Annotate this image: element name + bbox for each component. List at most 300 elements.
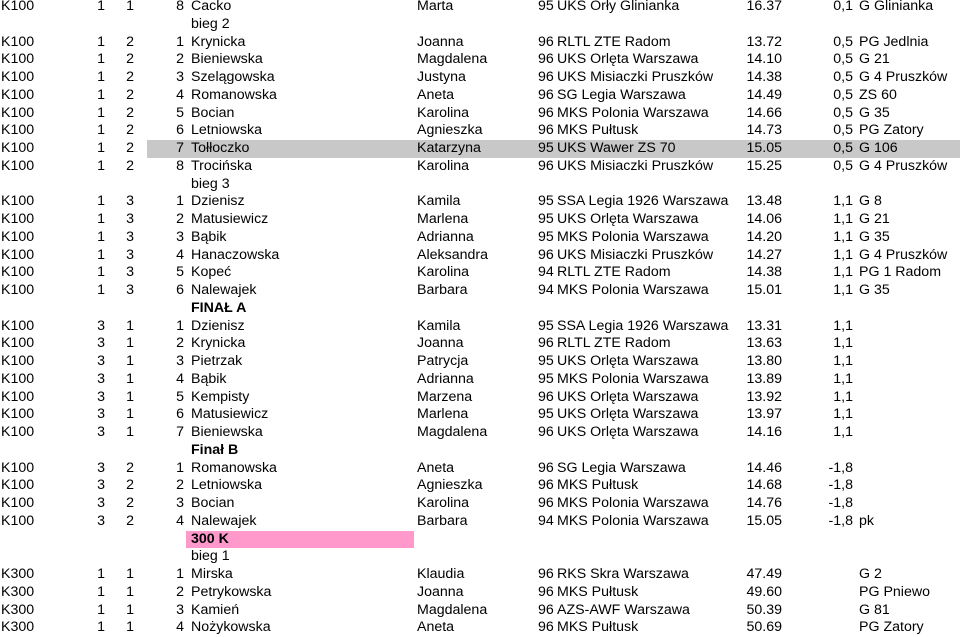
category-cell: K100: [1, 370, 35, 387]
club-cell: UKS Misiaczki Pruszków: [557, 246, 714, 263]
round-cell: 1: [97, 122, 105, 139]
heat-cell: 3: [126, 282, 134, 298]
surname-cell: Nożykowska: [191, 619, 271, 636]
firstname-cell: Joanna: [417, 583, 464, 600]
table-row: [0, 229, 960, 247]
lane-cell: 5: [176, 388, 184, 405]
firstname-cell: Agnieszka: [417, 122, 483, 139]
category-cell: K100: [1, 193, 35, 210]
table-row: [0, 264, 960, 282]
heat-cell: 2: [126, 157, 134, 174]
wind-cell: 0,5: [833, 69, 853, 85]
lane-cell: 2: [176, 477, 184, 494]
note-cell: PG Pniewo: [859, 583, 930, 600]
birth-year-cell: 94: [538, 282, 554, 298]
heat-cell: 2: [126, 477, 134, 494]
wind-cell: 1,1: [833, 282, 853, 298]
note-cell: PG Zatory: [859, 619, 924, 636]
heat-cell: 1: [126, 317, 134, 334]
time-cell: 13.72: [746, 33, 782, 50]
section-title: bieg 3: [191, 175, 230, 192]
surname-cell: Trocińska: [191, 157, 252, 174]
wind-cell: 0,1: [833, 0, 853, 14]
surname-cell: Krynicka: [191, 33, 246, 50]
note-cell: G 21: [859, 51, 890, 68]
round-cell: 3: [97, 459, 105, 476]
surname-cell: Bocian: [191, 495, 235, 511]
birth-year-cell: 96: [538, 51, 554, 68]
table-row: [0, 51, 960, 69]
lane-cell: 4: [176, 619, 184, 636]
round-cell: 3: [97, 335, 105, 352]
birth-year-cell: 95: [538, 370, 554, 387]
category-cell: K100: [1, 317, 35, 334]
time-cell: 14.20: [746, 228, 782, 245]
club-cell: UKS Orlęta Warszawa: [557, 353, 699, 369]
category-cell: K100: [1, 264, 35, 281]
firstname-cell: Aneta: [417, 86, 455, 103]
section-header: [0, 531, 960, 549]
table-row: [0, 158, 960, 176]
heat-cell: 2: [126, 86, 134, 103]
wind-cell: 1,1: [833, 211, 853, 227]
club-cell: MKS Polonia Warszawa: [557, 282, 709, 298]
club-cell: AZS-AWF Warszawa: [557, 601, 690, 618]
note-cell: G 81: [859, 601, 890, 618]
lane-cell: 6: [176, 406, 184, 423]
round-cell: 1: [97, 104, 105, 121]
round-cell: 1: [97, 69, 105, 85]
table-row: [0, 371, 960, 389]
time-cell: 16.37: [746, 0, 782, 14]
category-cell: K100: [1, 104, 35, 121]
surname-cell: Bieniewska: [191, 51, 263, 68]
club-cell: MKS Pułtusk: [557, 583, 639, 600]
table-row: [0, 140, 960, 158]
surname-cell: Romanowska: [191, 86, 277, 103]
firstname-cell: Karolina: [417, 495, 470, 511]
table-row: [0, 566, 960, 584]
lane-cell: 1: [176, 566, 184, 582]
lane-cell: 4: [176, 86, 184, 103]
firstname-cell: Magdalena: [417, 424, 488, 440]
time-cell: 13.92: [746, 388, 782, 405]
club-cell: SSA Legia 1926 Warszawa: [557, 193, 729, 210]
firstname-cell: Karolina: [417, 104, 470, 121]
wind-cell: 1,1: [833, 317, 853, 334]
round-cell: 3: [97, 406, 105, 423]
time-cell: 13.31: [746, 317, 782, 334]
round-cell: 1: [97, 33, 105, 50]
table-row: [0, 477, 960, 495]
lane-cell: 8: [176, 157, 184, 174]
category-cell: K100: [1, 459, 35, 476]
heat-cell: 1: [126, 601, 134, 618]
surname-cell: Pietrzak: [191, 353, 243, 369]
category-cell: K100: [1, 335, 35, 352]
note-cell: G 35: [859, 282, 890, 298]
firstname-cell: Magdalena: [417, 51, 488, 68]
heat-cell: 1: [126, 566, 134, 582]
firstname-cell: Patrycja: [417, 353, 469, 369]
firstname-cell: Katarzyna: [417, 140, 481, 156]
wind-cell: 0,5: [833, 104, 853, 121]
lane-cell: 4: [176, 512, 184, 529]
time-cell: 13.63: [746, 335, 782, 352]
lane-cell: 1: [176, 193, 184, 210]
wind-cell: 1,1: [833, 406, 853, 423]
club-cell: UKS Orlęta Warszawa: [557, 388, 699, 405]
section-header: [0, 548, 960, 566]
lane-cell: 3: [176, 601, 184, 618]
table-row: [0, 389, 960, 407]
surname-cell: Kamień: [191, 601, 240, 618]
surname-cell: Mirska: [191, 566, 233, 582]
heat-cell: 2: [126, 104, 134, 121]
firstname-cell: Magdalena: [417, 601, 488, 618]
surname-cell: Dzienisz: [191, 193, 245, 210]
birth-year-cell: 95: [538, 140, 554, 156]
birth-year-cell: 95: [538, 228, 554, 245]
firstname-cell: Kamila: [417, 193, 461, 210]
heat-cell: 1: [126, 619, 134, 636]
firstname-cell: Kamila: [417, 317, 461, 334]
club-cell: UKS Misiaczki Pruszków: [557, 69, 714, 85]
club-cell: MKS Polonia Warszawa: [557, 370, 709, 387]
lane-cell: 3: [176, 353, 184, 369]
club-cell: UKS Orlęta Warszawa: [557, 51, 699, 68]
time-cell: 47.49: [746, 566, 782, 582]
club-cell: UKS Orlęta Warszawa: [557, 406, 699, 423]
wind-cell: -1,8: [828, 495, 853, 511]
surname-cell: Petrykowska: [191, 583, 272, 600]
section-title: FINAŁ A: [191, 299, 247, 316]
table-row: [0, 0, 960, 16]
wind-cell: 1,1: [833, 424, 853, 440]
round-cell: 1: [97, 601, 105, 618]
lane-cell: 1: [176, 33, 184, 50]
note-cell: G 8: [859, 193, 882, 210]
lane-cell: 5: [176, 104, 184, 121]
surname-cell: Matusiewicz: [191, 211, 269, 227]
time-cell: 14.38: [746, 69, 782, 85]
birth-year-cell: 96: [538, 33, 554, 50]
wind-cell: 1,1: [833, 353, 853, 369]
round-cell: 1: [97, 211, 105, 227]
birth-year-cell: 96: [538, 246, 554, 263]
lane-cell: 2: [176, 583, 184, 600]
club-cell: SG Legia Warszawa: [557, 459, 686, 476]
time-cell: 14.06: [746, 211, 782, 227]
round-cell: 1: [97, 282, 105, 298]
club-cell: MKS Pułtusk: [557, 619, 639, 636]
birth-year-cell: 96: [538, 424, 554, 440]
heat-cell: 1: [126, 388, 134, 405]
firstname-cell: Barbara: [417, 512, 468, 529]
birth-year-cell: 94: [538, 264, 554, 281]
surname-cell: Hanaczowska: [191, 246, 280, 263]
round-cell: 3: [97, 424, 105, 440]
birth-year-cell: 96: [538, 601, 554, 618]
lane-cell: 7: [176, 140, 184, 156]
firstname-cell: Aleksandra: [417, 246, 488, 263]
birth-year-cell: 95: [538, 406, 554, 423]
time-cell: 13.48: [746, 193, 782, 210]
note-cell: PG Zatory: [859, 122, 924, 139]
category-cell: K100: [1, 246, 35, 263]
note-cell: G Glinianka: [859, 0, 934, 14]
surname-cell: Tołłoczko: [191, 140, 250, 156]
table-row: [0, 460, 960, 478]
table-row: [0, 87, 960, 105]
firstname-cell: Adrianna: [417, 370, 474, 387]
time-cell: 14.76: [746, 495, 782, 511]
heat-cell: 1: [126, 370, 134, 387]
table-row: [0, 335, 960, 353]
heat-cell: 1: [126, 335, 134, 352]
club-cell: RLTL ZTE Radom: [557, 335, 671, 352]
category-cell: K300: [1, 619, 35, 636]
lane-cell: 3: [176, 69, 184, 85]
club-cell: UKS Wawer ZS 70: [557, 140, 676, 156]
surname-cell: Kopeć: [191, 264, 232, 281]
lane-cell: 2: [176, 51, 184, 68]
birth-year-cell: 95: [538, 317, 554, 334]
time-cell: 50.69: [746, 619, 782, 636]
time-cell: 49.60: [746, 583, 782, 600]
table-row: [0, 584, 960, 602]
wind-cell: 0,5: [833, 122, 853, 139]
table-row: [0, 424, 960, 442]
lane-cell: 3: [176, 228, 184, 245]
club-cell: RLTL ZTE Radom: [557, 264, 671, 281]
section-header: [0, 176, 960, 194]
birth-year-cell: 96: [538, 122, 554, 139]
surname-cell: Letniowska: [191, 122, 262, 139]
surname-cell: Szelągowska: [191, 69, 275, 85]
category-cell: K100: [1, 388, 35, 405]
club-cell: UKS Misiaczki Pruszków: [557, 157, 714, 174]
heat-cell: 1: [126, 353, 134, 369]
note-cell: G 2: [859, 566, 882, 582]
time-cell: 13.80: [746, 353, 782, 369]
heat-cell: 2: [126, 512, 134, 529]
surname-cell: Bocian: [191, 104, 235, 121]
note-cell: G 35: [859, 104, 890, 121]
birth-year-cell: 95: [538, 353, 554, 369]
surname-cell: Bąbik: [191, 370, 227, 387]
round-cell: 1: [97, 140, 105, 156]
firstname-cell: Joanna: [417, 33, 464, 50]
surname-cell: Nalewajek: [191, 512, 257, 529]
table-row: [0, 406, 960, 424]
category-cell: K100: [1, 140, 35, 156]
wind-cell: 1,1: [833, 335, 853, 352]
category-cell: K100: [1, 353, 35, 369]
wind-cell: 0,5: [833, 157, 853, 174]
round-cell: 3: [97, 477, 105, 494]
round-cell: 1: [97, 619, 105, 636]
category-cell: K300: [1, 583, 35, 600]
firstname-cell: Aneta: [417, 459, 455, 476]
time-cell: 14.46: [746, 459, 782, 476]
category-cell: K100: [1, 51, 35, 68]
category-cell: K100: [1, 477, 35, 494]
table-row: [0, 619, 960, 637]
table-row: [0, 495, 960, 513]
category-cell: K100: [1, 512, 35, 529]
surname-cell: Kempisty: [191, 388, 250, 405]
lane-cell: 6: [176, 282, 184, 298]
heat-cell: 1: [126, 583, 134, 600]
time-cell: 14.73: [746, 122, 782, 139]
time-cell: 50.39: [746, 601, 782, 618]
club-cell: MKS Polonia Warszawa: [557, 512, 709, 529]
time-cell: 14.27: [746, 246, 782, 263]
round-cell: 3: [97, 353, 105, 369]
firstname-cell: Aneta: [417, 619, 455, 636]
round-cell: 1: [97, 0, 105, 14]
firstname-cell: Klaudia: [417, 566, 465, 582]
wind-cell: 0,5: [833, 51, 853, 68]
section-title: 300 K: [191, 530, 229, 547]
wind-cell: -1,8: [828, 477, 853, 494]
birth-year-cell: 96: [538, 86, 554, 103]
birth-year-cell: 96: [538, 495, 554, 511]
lane-cell: 7: [176, 424, 184, 440]
club-cell: MKS Polonia Warszawa: [557, 495, 709, 511]
club-cell: MKS Pułtusk: [557, 122, 639, 139]
firstname-cell: Barbara: [417, 282, 468, 298]
heat-cell: 2: [126, 122, 134, 139]
table-row: [0, 193, 960, 211]
firstname-cell: Adrianna: [417, 228, 474, 245]
birth-year-cell: 95: [538, 193, 554, 210]
table-row: [0, 247, 960, 265]
surname-cell: Romanowska: [191, 459, 277, 476]
club-cell: UKS Orlęta Warszawa: [557, 424, 699, 440]
round-cell: 1: [97, 228, 105, 245]
round-cell: 3: [97, 512, 105, 529]
table-row: [0, 602, 960, 620]
note-cell: G 21: [859, 211, 890, 227]
category-cell: K100: [1, 282, 35, 298]
firstname-cell: Marlena: [417, 211, 469, 227]
table-row: [0, 211, 960, 229]
surname-cell: Dzienisz: [191, 317, 245, 334]
heat-cell: 2: [126, 459, 134, 476]
surname-cell: Krynicka: [191, 335, 246, 352]
round-cell: 1: [97, 193, 105, 210]
table-row: [0, 122, 960, 140]
category-cell: K100: [1, 69, 35, 85]
lane-cell: 1: [176, 317, 184, 334]
section-title: Finał B: [191, 441, 239, 458]
wind-cell: 0,5: [833, 33, 853, 50]
table-row: [0, 513, 960, 531]
round-cell: 1: [97, 566, 105, 582]
table-row: [0, 34, 960, 52]
wind-cell: 1,1: [833, 264, 853, 281]
club-cell: MKS Polonia Warszawa: [557, 104, 709, 121]
note-cell: G 4 Pruszków: [859, 69, 948, 85]
round-cell: 1: [97, 157, 105, 174]
time-cell: 13.89: [746, 370, 782, 387]
round-cell: 1: [97, 583, 105, 600]
birth-year-cell: 96: [538, 583, 554, 600]
time-cell: 15.25: [746, 157, 782, 174]
category-cell: K100: [1, 211, 35, 227]
firstname-cell: Marlena: [417, 406, 469, 423]
birth-year-cell: 96: [538, 477, 554, 494]
table-row: [0, 69, 960, 87]
category-cell: K100: [1, 157, 35, 174]
round-cell: 3: [97, 495, 105, 511]
round-cell: 1: [97, 51, 105, 68]
category-cell: K100: [1, 0, 35, 14]
note-cell: PG 1 Radom: [859, 264, 942, 281]
section-header: [0, 442, 960, 460]
time-cell: 14.49: [746, 86, 782, 103]
time-cell: 15.01: [746, 282, 782, 298]
lane-cell: 4: [176, 246, 184, 263]
wind-cell: 0,5: [833, 140, 853, 156]
firstname-cell: Marta: [417, 0, 454, 14]
birth-year-cell: 96: [538, 459, 554, 476]
note-cell: G 4 Pruszków: [859, 157, 948, 174]
lane-cell: 2: [176, 335, 184, 352]
firstname-cell: Justyna: [417, 69, 466, 85]
round-cell: 1: [97, 264, 105, 281]
heat-cell: 2: [126, 51, 134, 68]
category-cell: K100: [1, 33, 35, 50]
birth-year-cell: 96: [538, 104, 554, 121]
surname-cell: Matusiewicz: [191, 406, 269, 423]
round-cell: 3: [97, 370, 105, 387]
lane-cell: 4: [176, 370, 184, 387]
birth-year-cell: 95: [538, 0, 554, 14]
category-cell: K100: [1, 122, 35, 139]
section-title: bieg 2: [191, 15, 230, 32]
section-header: [0, 16, 960, 34]
time-cell: 14.10: [746, 51, 782, 68]
note-cell: G 35: [859, 228, 890, 245]
heat-cell: 1: [126, 424, 134, 440]
note-cell: G 106: [859, 140, 898, 156]
category-cell: K100: [1, 495, 35, 511]
club-cell: MKS Polonia Warszawa: [557, 228, 709, 245]
heat-cell: 2: [126, 33, 134, 50]
firstname-cell: Marzena: [417, 388, 473, 405]
heat-cell: 3: [126, 246, 134, 263]
heat-cell: 3: [126, 264, 134, 281]
wind-cell: -1,8: [828, 512, 853, 529]
time-cell: 15.05: [746, 140, 782, 156]
heat-cell: 2: [126, 495, 134, 511]
lane-cell: 5: [176, 264, 184, 281]
heat-cell: 3: [126, 193, 134, 210]
wind-cell: 0,5: [833, 86, 853, 103]
firstname-cell: Agnieszka: [417, 477, 483, 494]
wind-cell: -1,8: [828, 459, 853, 476]
category-cell: K100: [1, 424, 35, 440]
time-cell: 14.38: [746, 264, 782, 281]
firstname-cell: Joanna: [417, 335, 464, 352]
table-row: [0, 105, 960, 123]
wind-cell: 1,1: [833, 228, 853, 245]
time-cell: 14.66: [746, 104, 782, 121]
heat-cell: 3: [126, 228, 134, 245]
